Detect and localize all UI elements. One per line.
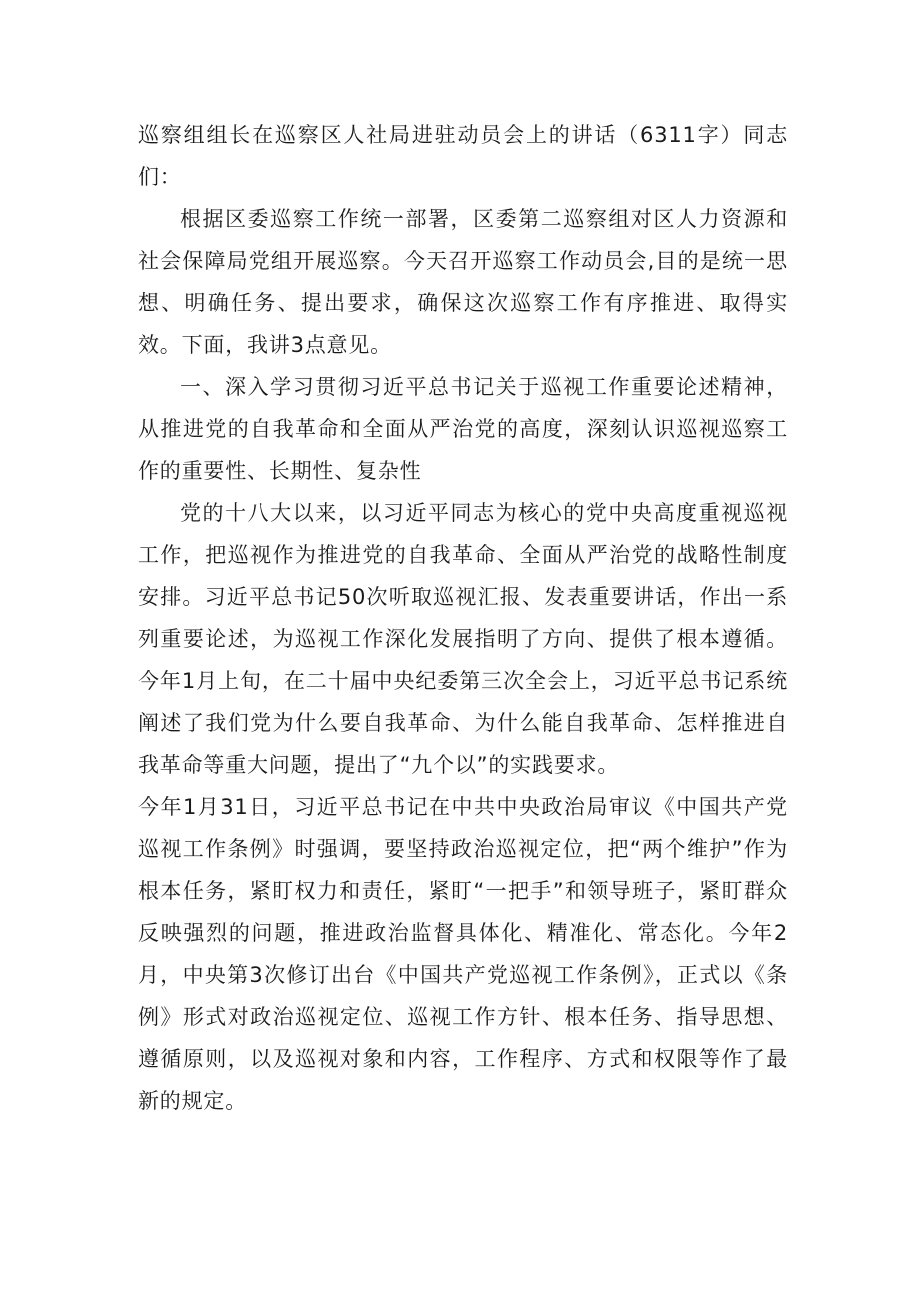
document-title: 巡察组组长在巡察区人社局进驻动员会上的讲话（6311字）同志们： [138, 123, 788, 189]
document-page [138, 114, 788, 1122]
paragraph-intro: 根据区委巡察工作统一部署，区委第二巡察组对区人力资源和社会保障局党组开展巡察。今天召开巡察工作动员会,目的是统一思想、明确任务、提出要求，确保这次巡察工作有序推进、取得实效。下面，我讲3点意见。 [138, 207, 788, 357]
paragraph-body-1: 党的十八大以来，以习近平同志为核心的党中央高度重视巡视工作，把巡视作为推进党的自我革命、全面从严治党的战略性制度安排。习近平总书记50次听取巡视汇报、发表重要讲话，作出一系列重要论述，为巡视工作深化发展指明了方向、提供了根本遵循。今年1月上旬，在二十届中央纪委第三次全会上，习近平总书记系统阐述了我们党为什么要自我革命、为什么能自我革命、怎样推进自我革命等重大问题，提出了“九个以”的实践要求。 [138, 501, 788, 777]
paragraph-body-2: 今年1月31日，习近平总书记在中共中央政治局审议《中国共产党巡视工作条例》时强调，要坚持政治巡视定位，把“两个维护”作为根本任务，紧盯权力和责任，紧盯“一把手”和领导班子，紧盯群众反映强烈的问题，推进政治监督具体化、精准化、常态化。今年2月，中央第3次修订出台《中国共产党巡视工作条例》，正式以《条例》形式对政治巡视定位、巡视工作方针、根本任务、指导思想、遵循原则，以及巡视对象和内容，工作程序、方式和权限等作了最新的规定。 [138, 795, 788, 1113]
section-heading-1: 一、深入学习贯彻习近平总书记关于巡视工作重要论述精神，从推进党的自我革命和全面从严治党的高度，深刻认识巡视巡察工作的重要性、长期性、复杂性 [138, 375, 788, 483]
